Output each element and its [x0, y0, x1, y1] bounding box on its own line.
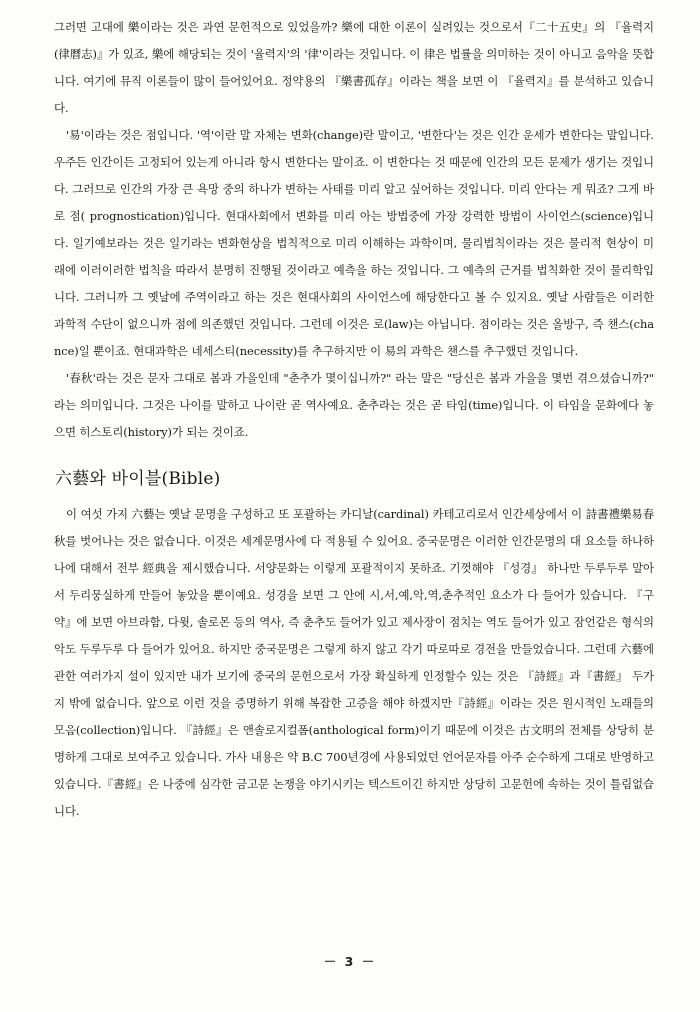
paragraph-six-arts: 이 여섯 가지 六藝는 옛날 문명을 구성하고 또 포괄하는 카디날(cardinal) 카테고리로서 인간세상에서 이 詩書禮樂易春秋를 벗어나는 것은 없습니다. 이것은 세계문명사에 다 적용될 수 있어요. 중국문명은 이러한 인간문명의 대 요소들 하나하나에 대해서 전부 經典을 제시했습니다. 서양문화는 이렇게 포괄적이지 못하죠. 기껏해야 『성경』 하나만 두루두루 말아서 두리뭉실하게 만들어 놓았을 뿐이예요. 성경을 보면 그 안에 시,서,예,악,역,춘추적인 요소가 다 들어가 있습니다. 『구약』에 보면 아브라함, 다윗, 솔로몬 등의 역사, 즉 춘추도 들어가 있고 제사장이 점치는 역도 들어가 있고 잠언같은 형식의 악도 두루두루 다 들어가 있어요. 하지만 중국문명은 그렇게 하지 않고 각기 따로따로 경전을 만들었습니다. 그런데 六藝에 관한 여러가지 설이 있지만 내가 보기에 중국의 문헌으로서 가장 확실하게 인정할수 있는 것은 『詩經』과『書經』 두가지 밖에 없습니다. 앞으로 이런 것을 증명하기 위해 복잡한 고증을 해야 하겠지만『詩經』이라는 것은 원시적인 노래들의 모음(collection)입니다. 『詩經』은 앤솔로지컬폼(anthological form)이기 때문에 이것은 古文明의 전체를 상당히 분명하게 그대로 보여주고 있습니다. 가사 내용은 약 B.C 700년경에 사용되었던 언어문자를 아주 순수하게 그대로 반영하고 있습니다.『書經』은 나중에 심각한 금고문 논쟁을 야기시키는 텍스트이긴 하지만 상당히 고문헌에 속하는 것이 틀림없습니다. [54, 507, 654, 818]
paragraph-ancient-music: 그러면 고대에 樂이라는 것은 과연 문헌적으로 있었을까? 樂에 대한 이론이 실려있는 것으로서『二十五史』의 『율력지(律曆志)』가 있죠, 樂에 해당되는 것이 '율력지'의 '律'이라는 것입니다. 이 律은 법률을 의미하는 것이 아니고 음악을 뜻합니다. 여기에 뮤직 이론들이 많이 들어있어요. 정약용의 『樂書孤存』이라는 책을 보면 이 『율력지』를 분석하고 있습니다. [54, 20, 654, 115]
page-number: － 3 － [323, 954, 377, 969]
section-heading: 六藝와 바이블(Bible) [55, 469, 221, 489]
section-body [54, 501, 654, 825]
page-content [54, 14, 654, 825]
paragraph-i-ching: '易'이라는 것은 점입니다. '역'이란 말 자체는 변화(change)란 말이고, '변한다'는 것은 인간 운세가 변한다는 말입니다. 우주든 인간이든 고정되어 있는게 아니라 항시 변한다는 말이죠. 이 변한다는 것 때문에 인간의 모든 문제가 생기는 것입니다. 그러므로 인간의 가장 큰 욕망 중의 하나가 변하는 사태를 미리 알고 싶어하는 것입니다. 미리 안다는 게 뭐죠? 그게 바로 점( prognostication)입니다. 현대사회에서 변화를 미리 아는 방법중에 가장 강력한 방법이 사이언스(science)입니다. 일기예보라는 것은 일기라는 변화현상을 법칙적으로 미리 이해하는 과학이며, 물리법칙이라는 것은 물리적 현상이 미래에 이러이러한 법칙을 따라서 분명히 진행될 것이라고 예측을 하는 것입니다. 그 예측의 근거를 법칙화한 것이 물리학입니다. 그러니까 그 옛날에 주역이라고 하는 것은 현대사회의 사이언스에 해당한다고 볼 수 있지요. 옛날 사람들은 이러한 과학적 수단이 없으니까 점에 의존했던 것입니다. 그런데 이것은 로(law)는 아닙니다. 점이라는 것은 올방구, 즉 챈스(chance)일 뿐이죠. 현대과학은 네세스티(necessity)를 추구하지만 이 易의 과학은 챈스를 추구했던 것입니다. [54, 128, 654, 358]
paragraph-spring-autumn: '春秋'라는 것은 문자 그대로 봄과 가을인데 "춘추가 몇이십니까?" 라는 말은 "당신은 봄과 가을을 몇번 겪으셨습니까?" 라는 의미입니다. 그것은 나이를 말하고 나이란 곧 역사예요. 춘추라는 것은 곧 타임(time)입니다. 이 타임을 문화에다 놓으면 히스토리(history)가 되는 것이죠. [54, 371, 654, 439]
